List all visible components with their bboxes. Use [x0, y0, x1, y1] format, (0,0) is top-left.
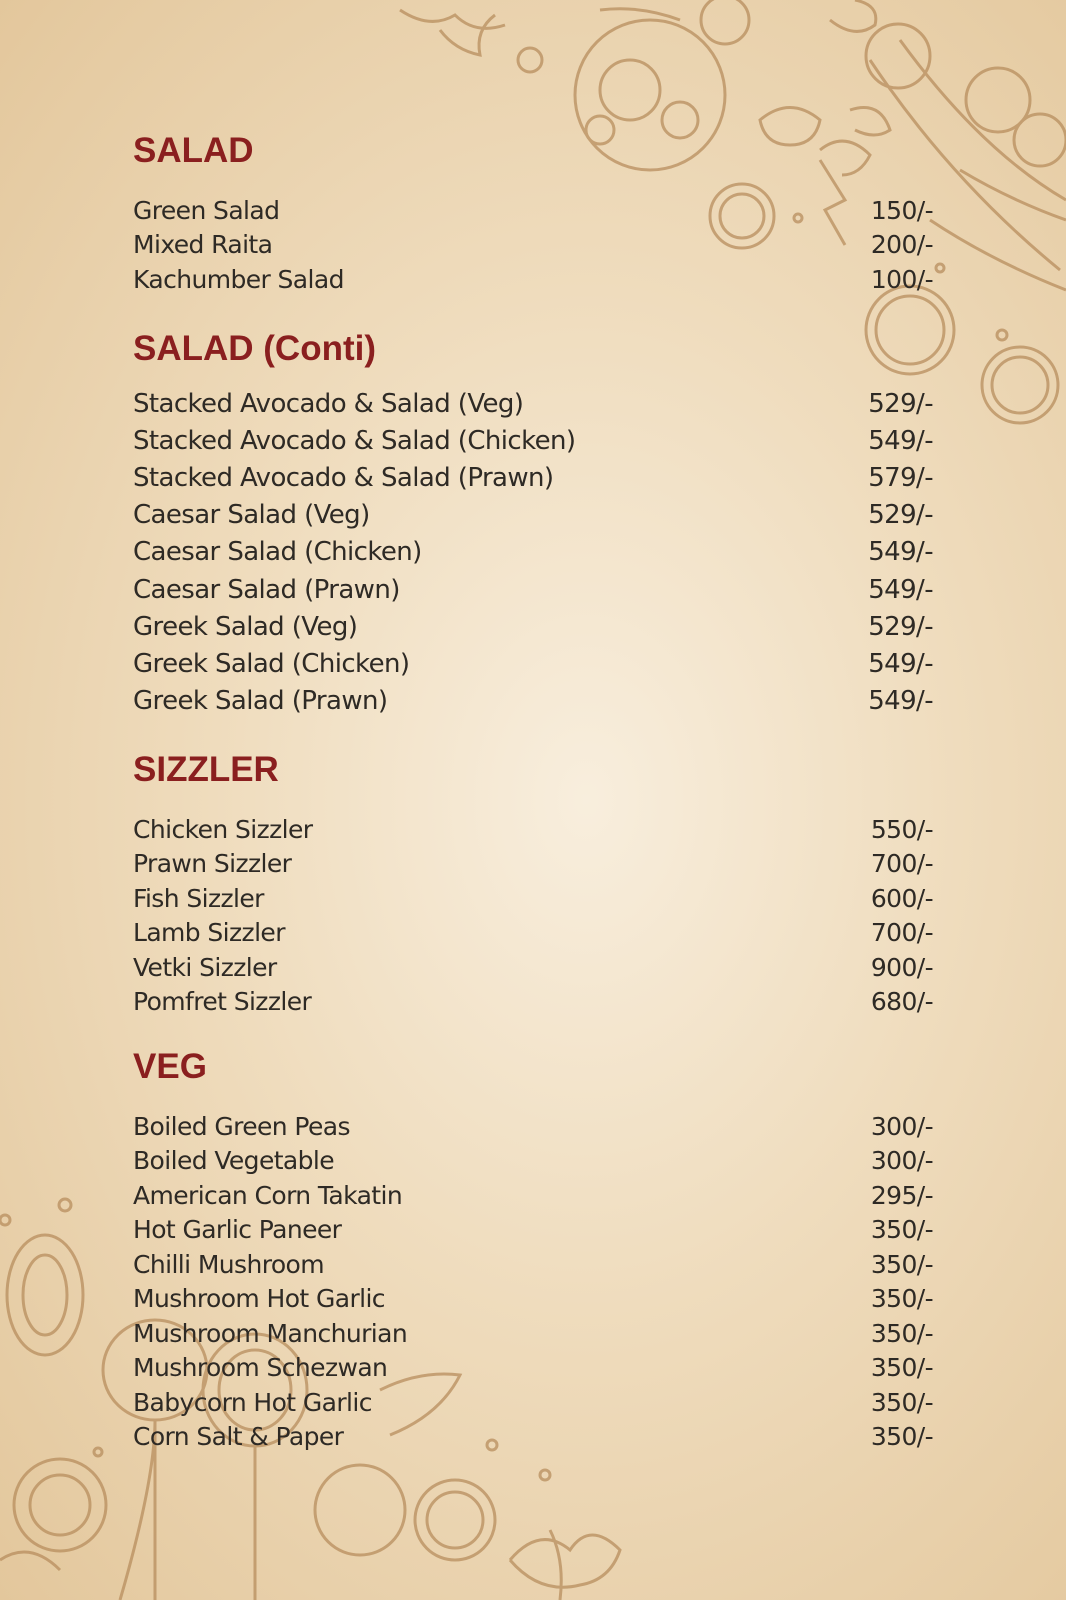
item-name: Caesar Salad (Chicken) [133, 537, 422, 568]
menu-item [133, 422, 933, 459]
section-heading: SALAD [133, 131, 254, 170]
menu-item [133, 1213, 933, 1248]
item-price: 200/- [870, 230, 933, 260]
item-name: Mushroom Schezwan [133, 1353, 388, 1383]
item-price: 700/- [870, 849, 933, 879]
item-name: Chilli Mushroom [133, 1249, 324, 1279]
menu-item [133, 683, 933, 720]
item-name: Mushroom Hot Garlic [133, 1284, 385, 1314]
menu-item [133, 1385, 933, 1420]
item-price: 350/- [870, 1215, 933, 1245]
menu-item [133, 1109, 933, 1144]
item-price: 550/- [870, 814, 933, 844]
menu-item-list [133, 1109, 933, 1454]
item-name: Vetki Sizzler [133, 952, 277, 982]
menu-item [133, 1420, 933, 1455]
item-name: Stacked Avocado & Salad (Veg) [133, 388, 524, 419]
item-price: 100/- [870, 264, 933, 294]
section-heading: SALAD (Conti) [133, 329, 377, 368]
menu-item [133, 1316, 933, 1351]
menu-item-list [133, 385, 933, 720]
item-name: Green Salad [133, 195, 280, 225]
item-price: 350/- [870, 1387, 933, 1417]
section-heading: VEG [133, 1047, 207, 1086]
item-price: 700/- [870, 918, 933, 948]
item-price: 350/- [870, 1284, 933, 1314]
item-name: American Corn Takatin [133, 1180, 403, 1210]
item-price: 680/- [870, 987, 933, 1017]
menu-item [133, 1282, 933, 1317]
item-price: 150/- [870, 195, 933, 225]
item-price: 900/- [870, 952, 933, 982]
section-heading: SIZZLER [133, 750, 279, 789]
item-price: 300/- [870, 1146, 933, 1176]
menu-item [133, 985, 933, 1020]
item-name: Mixed Raita [133, 230, 273, 260]
item-name: Stacked Avocado & Salad (Prawn) [133, 462, 554, 493]
item-price: 529/- [868, 388, 933, 419]
item-name: Greek Salad (Prawn) [133, 686, 388, 717]
menu-item [133, 608, 933, 645]
menu-item-list [133, 812, 933, 1019]
item-name: Pomfret Sizzler [133, 987, 312, 1017]
item-name: Hot Garlic Paneer [133, 1215, 342, 1245]
item-name: Stacked Avocado & Salad (Chicken) [133, 425, 576, 456]
item-name: Kachumber Salad [133, 264, 344, 294]
menu-item [133, 812, 933, 847]
item-price: 549/- [868, 686, 933, 717]
item-name: Prawn Sizzler [133, 849, 292, 879]
item-price: 579/- [868, 462, 933, 493]
item-name: Caesar Salad (Prawn) [133, 574, 400, 605]
item-price: 350/- [870, 1353, 933, 1383]
item-price: 295/- [870, 1180, 933, 1210]
item-price: 350/- [870, 1422, 933, 1452]
item-price: 300/- [870, 1111, 933, 1141]
item-price: 529/- [868, 611, 933, 642]
menu-item [133, 228, 933, 263]
item-name: Lamb Sizzler [133, 918, 285, 948]
item-name: Caesar Salad (Veg) [133, 500, 370, 531]
menu-item [133, 262, 933, 297]
menu-item [133, 1178, 933, 1213]
item-name: Boiled Green Peas [133, 1111, 350, 1141]
menu-item [133, 1144, 933, 1179]
menu-item [133, 571, 933, 608]
item-name: Fish Sizzler [133, 883, 264, 913]
menu-item [133, 645, 933, 682]
menu-item [133, 534, 933, 571]
item-price: 549/- [868, 537, 933, 568]
menu-item [133, 497, 933, 534]
menu-item [133, 1247, 933, 1282]
item-name: Greek Salad (Chicken) [133, 648, 410, 679]
menu-item [133, 385, 933, 422]
item-price: 350/- [870, 1249, 933, 1279]
item-price: 600/- [870, 883, 933, 913]
item-price: 529/- [868, 500, 933, 531]
item-name: Corn Salt & Paper [133, 1422, 344, 1452]
menu-item [133, 1351, 933, 1386]
menu-item [133, 950, 933, 985]
item-name: Mushroom Manchurian [133, 1318, 408, 1348]
item-name: Greek Salad (Veg) [133, 611, 358, 642]
item-name: Boiled Vegetable [133, 1146, 335, 1176]
item-name: Chicken Sizzler [133, 814, 313, 844]
menu-item [133, 193, 933, 228]
menu-item-list [133, 193, 933, 297]
item-price: 549/- [868, 574, 933, 605]
menu-item [133, 459, 933, 496]
item-name: Babycorn Hot Garlic [133, 1387, 372, 1417]
menu-item [133, 847, 933, 882]
item-price: 350/- [870, 1318, 933, 1348]
item-price: 549/- [868, 425, 933, 456]
item-price: 549/- [868, 648, 933, 679]
menu-item [133, 916, 933, 951]
menu-item [133, 881, 933, 916]
